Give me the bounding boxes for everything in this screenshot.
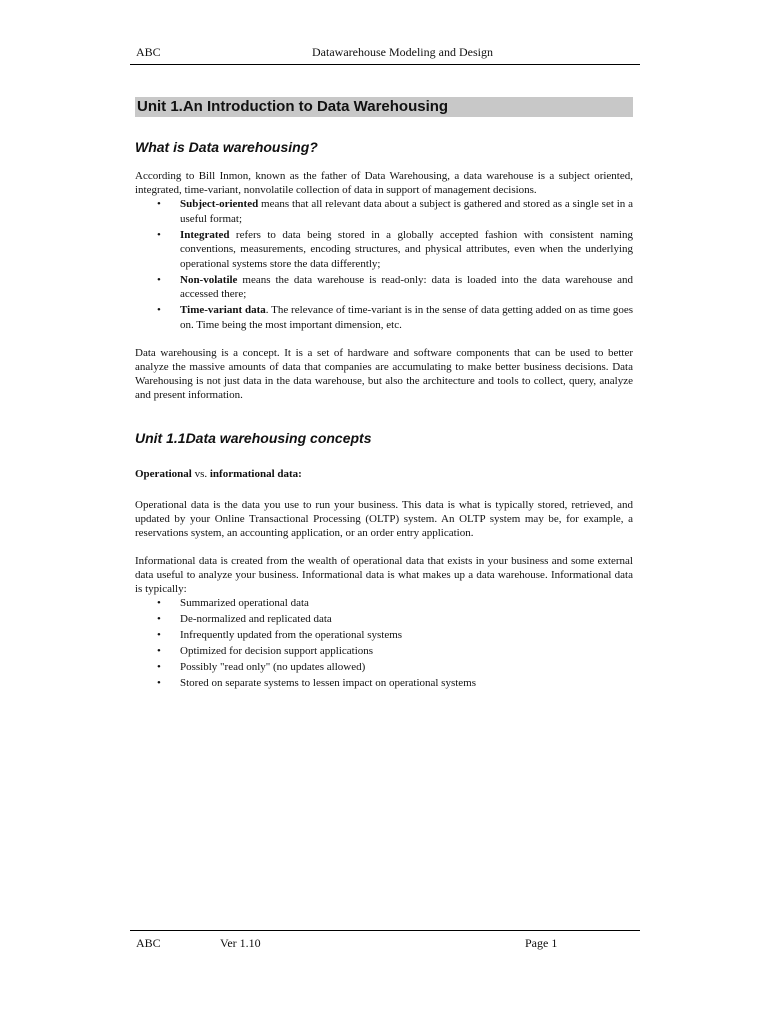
subhead-informational: informational data:	[209, 468, 302, 480]
intro-paragraph: According to Bill Inmon, known as the father of Data Warehousing, a data warehouse is a subject oriented, integrated, time-variant, nonvolatile collection of data in support of management decisions.	[135, 170, 633, 196]
bullet-icon: •	[157, 228, 161, 241]
informational-list	[135, 596, 633, 691]
term: Non-volatile	[180, 273, 238, 286]
concept-paragraph: Data warehousing is a concept. It is a set of hardware and software components that can be used to better analyze the massive amounts of data that companies are accumulating to make better business decisions. Data Warehousing is not just data in the data warehouse, but also the architecture and tools to collect, query, analyze and present information.	[135, 347, 633, 401]
bullet-icon: •	[157, 629, 161, 641]
list-item: • Possibly "read only" (no updates allowed)	[157, 661, 366, 673]
subhead-vs: vs.	[191, 468, 210, 480]
bullet-icon: •	[157, 613, 161, 625]
list-item: • Optimized for decision support applications	[157, 645, 374, 657]
header-doc-title: Datawarehouse Modeling and Design	[312, 45, 493, 59]
definition: . The relevance of time-variant is in the sense of data getting added on as time goes on. Time being the most important dimension, etc.	[180, 304, 633, 331]
term: Subject-oriented	[180, 198, 259, 210]
bullet-icon: •	[157, 198, 161, 210]
bullet-icon: •	[157, 273, 161, 286]
section-title-what-is-dw: What is Data warehousing?	[135, 139, 318, 155]
footer-company: ABC	[136, 936, 161, 950]
informational-paragraph: Informational data is created from the wealth of operational data that exists in your business and some external data useful to analyze your business. Informational data is what makes up a data warehouse. Informational data is typically:	[135, 555, 633, 595]
bullet-icon: •	[157, 645, 161, 657]
page-content	[135, 97, 633, 692]
page-header	[130, 44, 640, 65]
subheading-operational-vs-informational	[135, 468, 633, 480]
unit-title: Unit 1.An Introduction to Data Warehousing	[135, 97, 633, 117]
footer-version: Ver 1.10	[220, 936, 261, 950]
footer-page-number: Page 1	[525, 936, 558, 950]
definition: refers to data being stored in a globally accepted fashion with consistent naming conventions, measurements, encoding structures, and physical attributes, even when the underlying operational systems store the data differently;	[180, 228, 633, 270]
term: Integrated	[180, 228, 230, 241]
bullet-icon: •	[157, 661, 161, 673]
page-footer	[130, 930, 640, 951]
bullet-icon: •	[157, 597, 161, 609]
definition: means the data warehouse is read-only: data is loaded into the data warehouse and accessed there;	[180, 273, 633, 300]
list-item	[135, 197, 633, 226]
bullet-icon: •	[157, 304, 161, 316]
header-company: ABC	[136, 45, 161, 59]
list-item: • Summarized operational data	[157, 597, 309, 609]
list-item: • Stored on separate systems to lessen impact on operational systems	[157, 677, 477, 689]
definition-list	[135, 197, 633, 332]
definition: means that all relevant data about a subject is gathered and stored as a single set in a useful format;	[180, 198, 633, 225]
list-item	[135, 273, 633, 302]
subhead-operational: Operational	[135, 468, 192, 480]
list-item: • De-normalized and replicated data	[157, 613, 332, 625]
list-item	[135, 228, 633, 272]
list-item: • Infrequently updated from the operational systems	[157, 629, 403, 641]
term: Time-variant data	[180, 304, 266, 316]
operational-paragraph: Operational data is the data you use to run your business. This data is what is typically stored, retrieved, and updated by your Online Transactional Processing (OLTP) system. An OLTP system may be, for example, a reservations system, an accounting application, or an order entry application.	[135, 499, 633, 539]
bullet-icon: •	[157, 677, 161, 689]
list-item	[135, 303, 633, 332]
section-title-concepts: Unit 1.1Data warehousing concepts	[135, 430, 372, 446]
